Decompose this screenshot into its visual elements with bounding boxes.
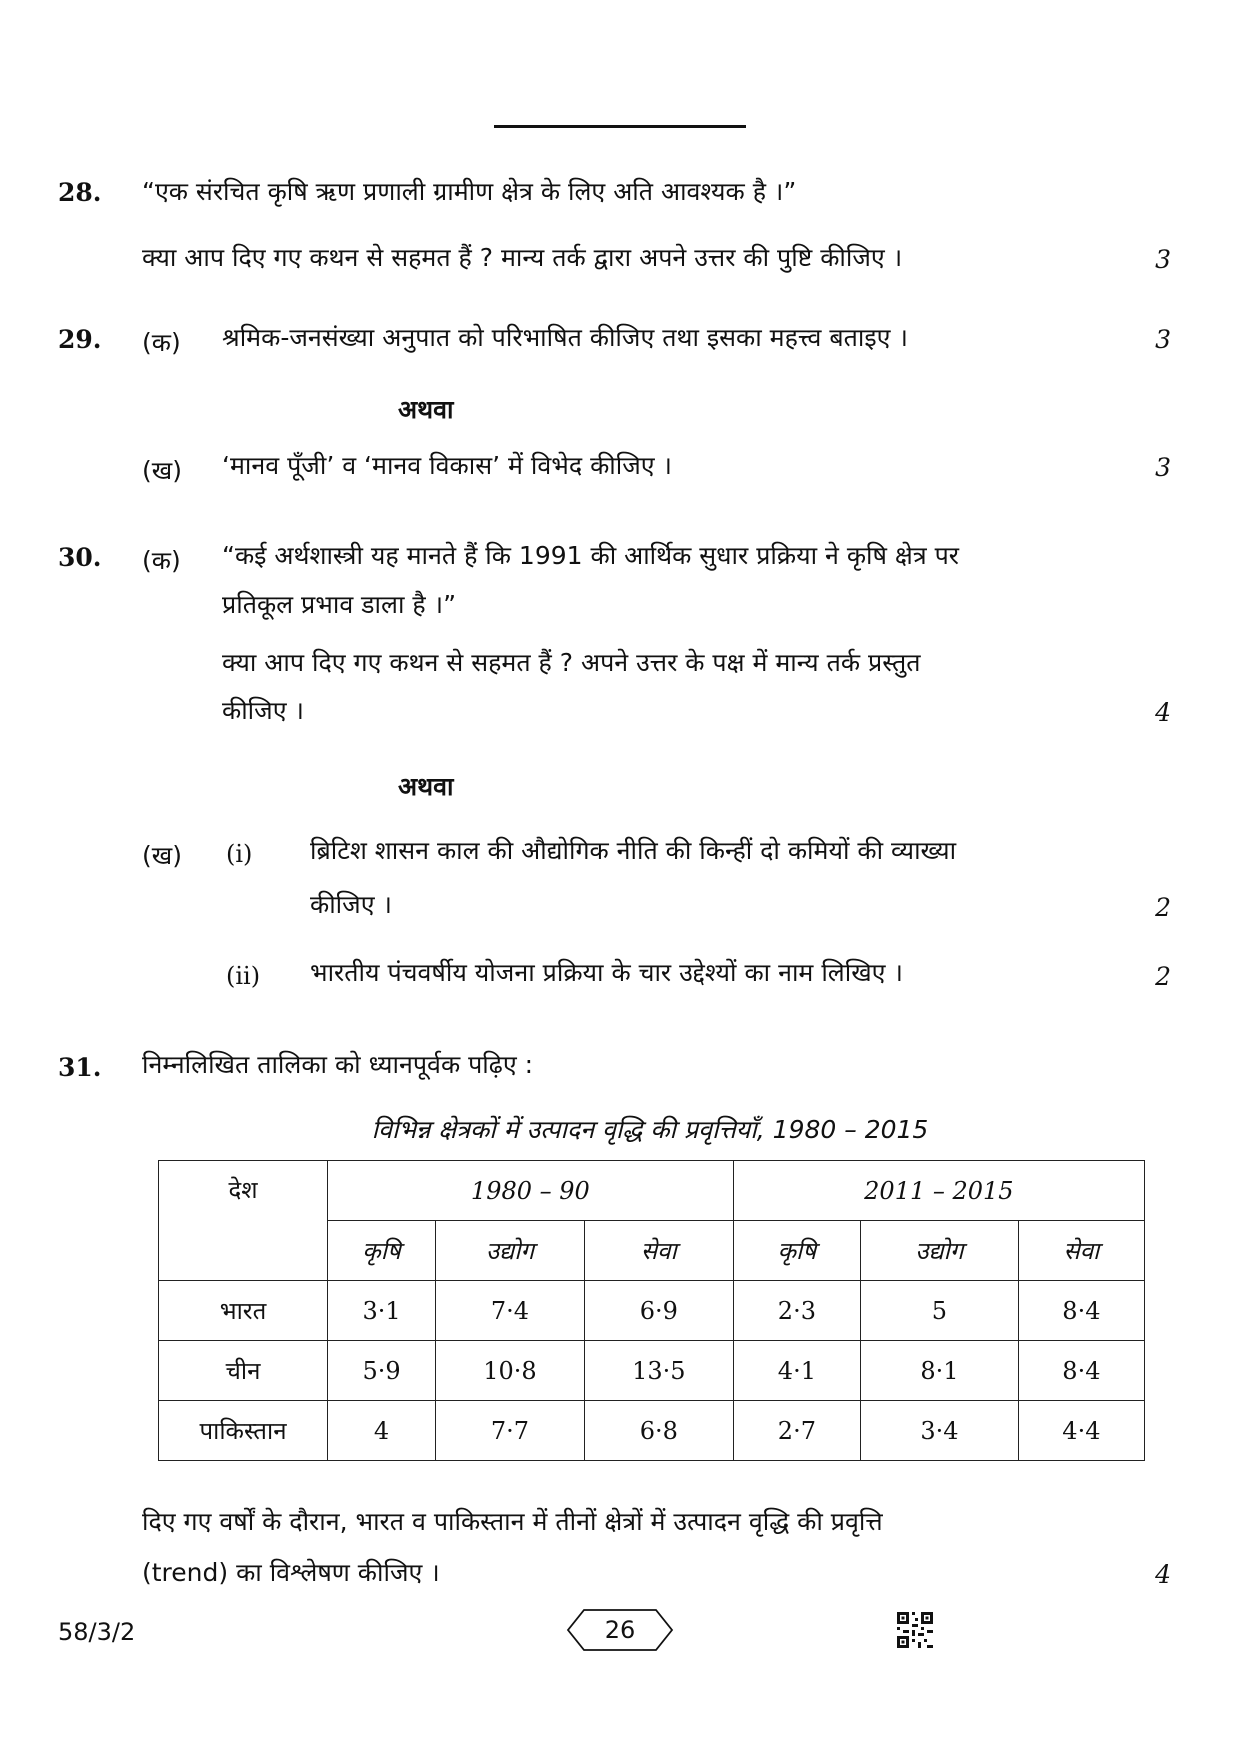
sector-header: सेवा bbox=[1018, 1221, 1144, 1281]
q30-a-quote-line1: “कई अर्थशास्त्री यह मानते हैं कि 1991 की आर्थिक सुधार प्रक्रिया ने कृषि क्षेत्र पर bbox=[222, 541, 960, 570]
q30-b-i-line1: ब्रिटिश शासन काल की औद्योगिक नीति की किन्हीं दो कमियों की व्याख्या bbox=[310, 836, 957, 865]
q29-a-label: (क) bbox=[142, 328, 181, 357]
sector-header: कृषि bbox=[328, 1221, 436, 1281]
page-number-badge bbox=[566, 1608, 674, 1652]
sector-header: कृषि bbox=[733, 1221, 860, 1281]
q30-b-i-line2: कीजिए । bbox=[310, 890, 392, 919]
value-cell: 4·4 bbox=[1018, 1401, 1144, 1461]
q28-marks: 3 bbox=[1155, 245, 1171, 274]
q29-or: अथवा bbox=[398, 395, 454, 424]
sector-header: उद्योग bbox=[436, 1221, 585, 1281]
q30-or: अथवा bbox=[398, 772, 454, 801]
value-cell: 2·7 bbox=[733, 1401, 860, 1461]
table-title: विभिन्न क्षेत्रकों में उत्पादन वृद्धि की प्रवृत्तियाँ, 1980 – 2015 bbox=[371, 1115, 929, 1144]
value-cell: 7·7 bbox=[436, 1401, 585, 1461]
value-cell: 6·9 bbox=[584, 1281, 733, 1341]
page-number: 26 bbox=[604, 1616, 636, 1644]
sector-header: उद्योग bbox=[861, 1221, 1019, 1281]
q30-a-question-line2: कीजिए । bbox=[222, 696, 304, 725]
question-number-28: 28. bbox=[58, 178, 102, 207]
value-cell: 7·4 bbox=[436, 1281, 585, 1341]
q29-b-marks: 3 bbox=[1155, 453, 1171, 482]
country-cell: भारत bbox=[159, 1281, 328, 1341]
paper-code: 58/3/2 bbox=[58, 1618, 136, 1646]
table-row bbox=[159, 1401, 1145, 1461]
country-header: देश bbox=[159, 1161, 328, 1281]
q28-question: क्या आप दिए गए कथन से सहमत हैं ? मान्य तर्क द्वारा अपने उत्तर की पुष्टि कीजिए । bbox=[142, 243, 903, 272]
q30-a-quote-line2: प्रतिकूल प्रभाव डाला है ।” bbox=[222, 590, 457, 619]
table-row bbox=[159, 1341, 1145, 1401]
value-cell: 3·1 bbox=[328, 1281, 436, 1341]
q30-b-ii-text: भारतीय पंचवर्षीय योजना प्रक्रिया के चार उद्देश्यों का नाम लिखिए । bbox=[310, 958, 903, 987]
q29-a-marks: 3 bbox=[1155, 325, 1171, 354]
value-cell: 10·8 bbox=[436, 1341, 585, 1401]
q31-marks: 4 bbox=[1155, 1560, 1171, 1589]
q30-a-question-line1: क्या आप दिए गए कथन से सहमत हैं ? अपने उत्तर के पक्ष में मान्य तर्क प्रस्तुत bbox=[222, 648, 921, 677]
q29-b-label: (ख) bbox=[142, 456, 182, 485]
country-cell: चीन bbox=[159, 1341, 328, 1401]
q30-b-i-label: (i) bbox=[226, 840, 253, 868]
value-cell: 4·1 bbox=[733, 1341, 860, 1401]
value-cell: 8·4 bbox=[1018, 1281, 1144, 1341]
q31-question-line1: दिए गए वर्षों के दौरान, भारत व पाकिस्तान में तीनों क्षेत्रों में उत्पादन वृद्धि की प्रवृत्ति bbox=[142, 1507, 883, 1536]
q29-b-text: ‘मानव पूँजी’ व ‘मानव विकास’ में विभेद कीजिए । bbox=[222, 451, 673, 480]
value-cell: 5·9 bbox=[328, 1341, 436, 1401]
q29-a-text: श्रमिक-जनसंख्या अनुपात को परिभाषित कीजिए तथा इसका महत्त्व बताइए । bbox=[222, 323, 908, 352]
q30-b-ii-label: (ii) bbox=[226, 962, 261, 990]
q31-intro: निम्नलिखित तालिका को ध्यानपूर्वक पढ़िए : bbox=[142, 1050, 534, 1079]
q30-b-ii-marks: 2 bbox=[1155, 962, 1171, 991]
value-cell: 8·1 bbox=[861, 1341, 1019, 1401]
value-cell: 8·4 bbox=[1018, 1341, 1144, 1401]
q30-a-marks: 4 bbox=[1155, 698, 1171, 727]
q30-b-label: (ख) bbox=[142, 841, 182, 870]
qr-code-icon bbox=[897, 1612, 933, 1648]
question-number-30: 30. bbox=[58, 543, 102, 572]
top-rule bbox=[494, 125, 746, 128]
value-cell: 6·8 bbox=[584, 1401, 733, 1461]
value-cell: 2·3 bbox=[733, 1281, 860, 1341]
q28-quote: “एक संरचित कृषि ऋण प्रणाली ग्रामीण क्षेत्र के लिए अति आवश्यक है ।” bbox=[142, 177, 797, 206]
period-header-1: 1980 – 90 bbox=[328, 1161, 734, 1221]
q31-question-line2: (trend) का विश्लेषण कीजिए । bbox=[142, 1558, 440, 1587]
country-cell: पाकिस्तान bbox=[159, 1401, 328, 1461]
question-number-29: 29. bbox=[58, 325, 102, 354]
value-cell: 3·4 bbox=[861, 1401, 1019, 1461]
sector-header: सेवा bbox=[584, 1221, 733, 1281]
value-cell: 13·5 bbox=[584, 1341, 733, 1401]
period-header-2: 2011 – 2015 bbox=[733, 1161, 1144, 1221]
value-cell: 4 bbox=[328, 1401, 436, 1461]
q30-b-i-marks: 2 bbox=[1155, 893, 1171, 922]
value-cell: 5 bbox=[861, 1281, 1019, 1341]
q30-a-label: (क) bbox=[142, 546, 181, 575]
growth-trends-table bbox=[158, 1160, 1145, 1461]
question-number-31: 31. bbox=[58, 1053, 102, 1082]
table-row bbox=[159, 1281, 1145, 1341]
